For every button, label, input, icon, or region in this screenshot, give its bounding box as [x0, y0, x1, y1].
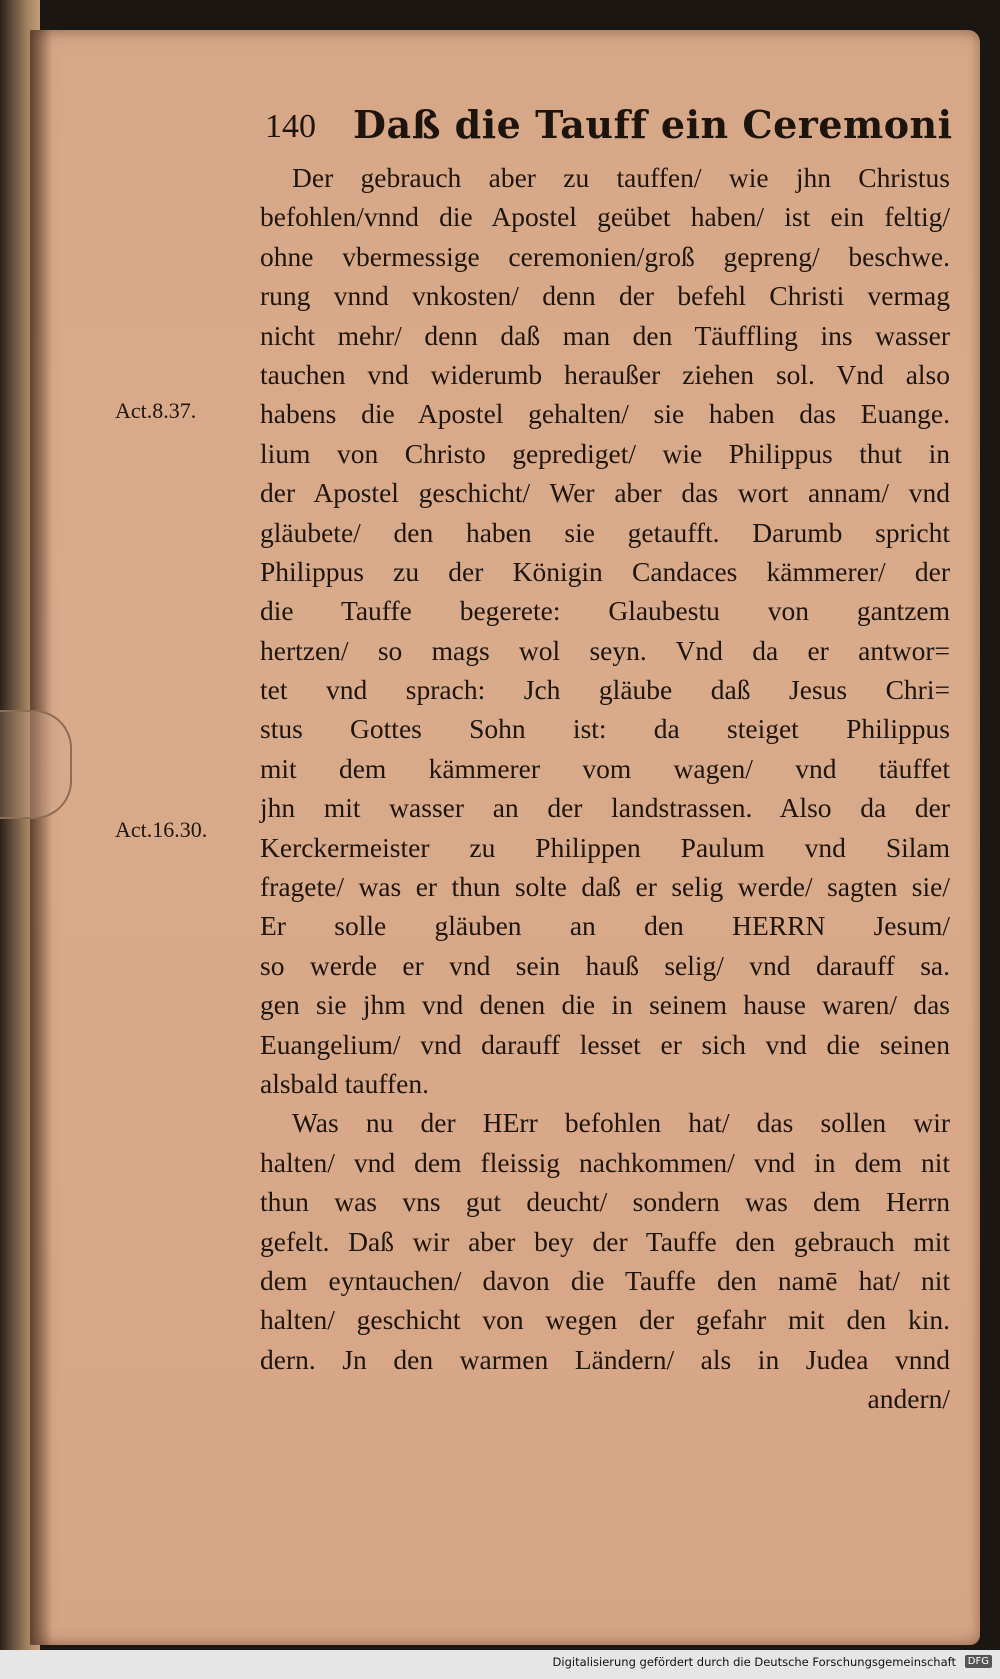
marginal-note-act-8-37: Act.8.37. [115, 398, 197, 423]
text-line: jhn mit wasser an der landstrassen. Also da der [260, 792, 950, 824]
text-line: mit dem kämmerer vom wagen/ vnd täuffet [260, 752, 950, 784]
text-line: habens die Apostel gehalten/ sie haben das Euange. [260, 398, 950, 430]
text-line: tauchen vnd widerumb heraußer ziehen sol. Vnd also [260, 358, 950, 390]
text-line: fragete/ was er thun solte daß er selig werde/ sagten sie/ [260, 871, 950, 903]
page-number: 140 [265, 108, 316, 145]
text-line: dem eyntauchen/ davon die Tauffe den namē hat/ nit [260, 1264, 950, 1296]
text-line: Euangelium/ vnd darauff lesset er sich vnd die seinen [260, 1028, 950, 1060]
funding-credit: Digitalisierung gefördert durch die Deutsche Forschungsgemeinschaft [552, 1655, 956, 1669]
text-line: so werde er vnd sein hauß selig/ vnd darauff sa. [260, 949, 950, 981]
text-line: gläubete/ den haben sie getaufft. Darumb spricht [260, 516, 950, 548]
text-line: befohlen/vnnd die Apostel geübet haben/ ist ein feltig/ [260, 201, 950, 233]
page-clip-tab [0, 710, 72, 819]
text-line: lium von Christo geprediget/ wie Philippus thut in [260, 437, 950, 469]
marginal-note-act-16-30: Act.16.30. [115, 817, 208, 842]
text-line: der Apostel geschicht/ Wer aber das wort annam/ vnd [260, 477, 950, 509]
text-line: die Tauffe begerete: Glaubestu von gantzem [260, 595, 950, 627]
text-line: Kerckermeister zu Philippen Paulum vnd Silam [260, 831, 950, 863]
page-gutter-shadow [30, 30, 52, 1645]
text-line: halten/ vnd dem fleissig nachkommen/ vnd in dem nit [260, 1146, 950, 1178]
text-line: alsbald tauffen. [260, 1067, 430, 1099]
dfg-logo: DFG [965, 1655, 992, 1668]
text-line: stus Gottes Sohn ist: da steiget Philippus [260, 713, 950, 745]
text-line: dern. Jn den warmen Ländern/ als in Judea vnnd [260, 1343, 950, 1375]
text-line: Der gebrauch aber zu tauffen/ wie jhn Christus [292, 162, 950, 193]
text-line: halten/ geschicht von wegen der gefahr mit den kin. [260, 1304, 950, 1336]
text-line: thun was vns gut deucht/ sondern was dem Herrn [260, 1186, 950, 1218]
text-line: nicht mehr/ denn daß man den Täuffling ins wasser [260, 319, 950, 351]
text-line: hertzen/ so mags wol seyn. Vnd da er antwor= [260, 634, 950, 666]
text-line: rung vnnd vnkosten/ denn der befehl Christi vermag [260, 280, 950, 312]
page-header [265, 102, 953, 152]
text-line: Er solle gläuben an den HERRN Jesum/ [260, 910, 950, 942]
catchword: andern/ [867, 1383, 950, 1415]
text-line: tet vnd sprach: Jch gläube daß Jesus Chri= [260, 674, 950, 706]
running-title: Daß die Tauff ein Ceremoni [353, 102, 953, 147]
text-line: Was nu der HErr befohlen hat/ das sollen wir [292, 1107, 950, 1139]
text-line: gen sie jhm vnd denen die in seinem hause waren/ das [260, 989, 950, 1021]
text-line: Philippus zu der Königin Candaces kämmerer/ der [260, 555, 950, 587]
footer-bar [0, 1650, 1000, 1679]
page-body-text [260, 158, 950, 1419]
text-line: ohne vbermessige ceremonien/groß gepreng/ beschwe. [260, 240, 950, 272]
text-line: gefelt. Daß wir aber bey der Tauffe den gebrauch mit [260, 1225, 950, 1257]
